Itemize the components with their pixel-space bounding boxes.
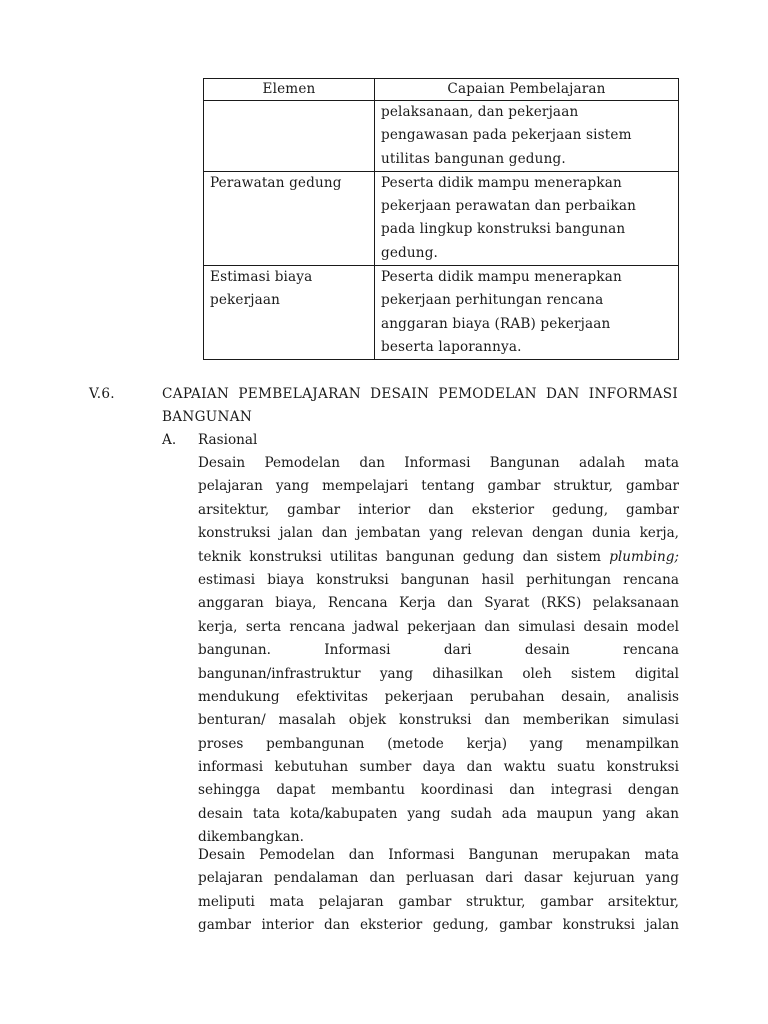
cell-line: utilitas bangunan gedung. xyxy=(380,150,566,167)
paragraph-line: konstruksi jalan dan jembatan yang relevan dengan dunia kerja, xyxy=(198,525,679,542)
subsection-letter: A. xyxy=(162,432,177,448)
cell-line: pekerjaan xyxy=(210,292,281,309)
paragraph-line: benturan/ masalah objek konstruksi dan memberikan simulasi xyxy=(198,712,679,729)
cell-line: Peserta didik mampu menerapkan xyxy=(380,269,622,286)
paragraph-line: dikembangkan. xyxy=(198,829,304,846)
table-cell-achievement xyxy=(374,266,678,360)
cell-line: beserta laporannya. xyxy=(380,338,522,355)
paragraph-line: meliputi mata pelajaran gambar struktur, gambar arsitektur, xyxy=(198,893,679,910)
cell-line: gedung. xyxy=(380,244,439,261)
italic-term: plumbing; xyxy=(609,548,680,565)
cell-line: Estimasi biaya xyxy=(210,269,313,286)
paragraph-line: pelajaran pendalaman dan perluasan dari dasar kejuruan yang xyxy=(198,870,679,887)
paragraph-line: pelajaran yang mempelajari tentang gambar struktur, gambar xyxy=(198,478,679,495)
paragraph-line: desain tata kota/kabupaten yang sudah ada maupun yang akan xyxy=(198,805,679,822)
table-row xyxy=(204,266,679,360)
table-row xyxy=(204,101,679,172)
table-cell-achievement xyxy=(374,171,678,265)
subsection-title: Rasional xyxy=(198,432,258,448)
paragraph-line: Desain Pemodelan dan Informasi Bangunan adalah mata xyxy=(198,455,679,471)
table-header-element: Elemen xyxy=(204,79,375,101)
paragraph-rationale-1 xyxy=(198,452,679,850)
cell-line: pengawasan pada pekerjaan sistem xyxy=(380,127,632,144)
cell-line: pelaksanaan, dan pekerjaan xyxy=(380,104,579,120)
paragraph-line: bangunan. Informasi dari desain rencana xyxy=(198,642,679,659)
cell-line: pekerjaan perawatan dan perbaikan xyxy=(380,198,637,215)
section-number: V.6. xyxy=(89,386,115,402)
paragraph-rationale-2 xyxy=(198,844,679,938)
paragraph-line: mendukung efektivitas pekerjaan perubahan desain, analisis xyxy=(198,688,679,705)
learning-outcomes-table xyxy=(203,78,679,360)
paragraph-line: bangunan/infrastruktur yang dihasilkan oleh sistem digital xyxy=(198,665,679,682)
paragraph-line-with-italic xyxy=(198,546,679,569)
table-row xyxy=(204,171,679,265)
paragraph-line: gambar interior dan eksterior gedung, gambar konstruksi jalan xyxy=(198,917,679,934)
paragraph-line: proses pembangunan (metode kerja) yang menampilkan xyxy=(198,735,679,752)
section-title-line-1: CAPAIAN PEMBELAJARAN DESAIN PEMODELAN DAN INFORMASI xyxy=(162,386,678,402)
cell-line: anggaran biaya (RAB) pekerjaan xyxy=(380,315,611,332)
table-header-row xyxy=(204,79,679,101)
table-cell-achievement xyxy=(374,101,678,172)
paragraph-line: arsitektur, gambar interior dan eksterior gedung, gambar xyxy=(198,501,679,518)
table-cell-element xyxy=(204,266,375,360)
paragraph-line: estimasi biaya konstruksi bangunan hasil perhitungan rencana xyxy=(198,571,679,588)
cell-line: Perawatan gedung xyxy=(210,174,342,191)
section-title xyxy=(162,383,678,430)
table-cell-element xyxy=(204,101,375,172)
paragraph-line: anggaran biaya, Rencana Kerja dan Syarat (RKS) pelaksanaan xyxy=(198,595,679,612)
section-title-line-2: BANGUNAN xyxy=(162,409,253,426)
table-header-achievement: Capaian Pembelajaran xyxy=(374,79,678,101)
paragraph-line: informasi kebutuhan sumber daya dan waktu suatu konstruksi xyxy=(198,759,679,776)
paragraph-line: Desain Pemodelan dan Informasi Bangunan merupakan mata xyxy=(198,847,679,863)
cell-line: Peserta didik mampu menerapkan xyxy=(380,174,622,191)
cell-line: pekerjaan perhitungan rencana xyxy=(380,292,604,309)
paragraph-line-text: teknik konstruksi utilitas bangunan gedung dan sistem xyxy=(198,548,602,565)
table-cell-element xyxy=(204,171,375,265)
paragraph-line: kerja, serta rencana jadwal pekerjaan dan simulasi desain model xyxy=(198,618,679,635)
paragraph-line: sehingga dapat membantu koordinasi dan integrasi dengan xyxy=(198,782,679,799)
cell-line: pada lingkup konstruksi bangunan xyxy=(380,221,626,238)
